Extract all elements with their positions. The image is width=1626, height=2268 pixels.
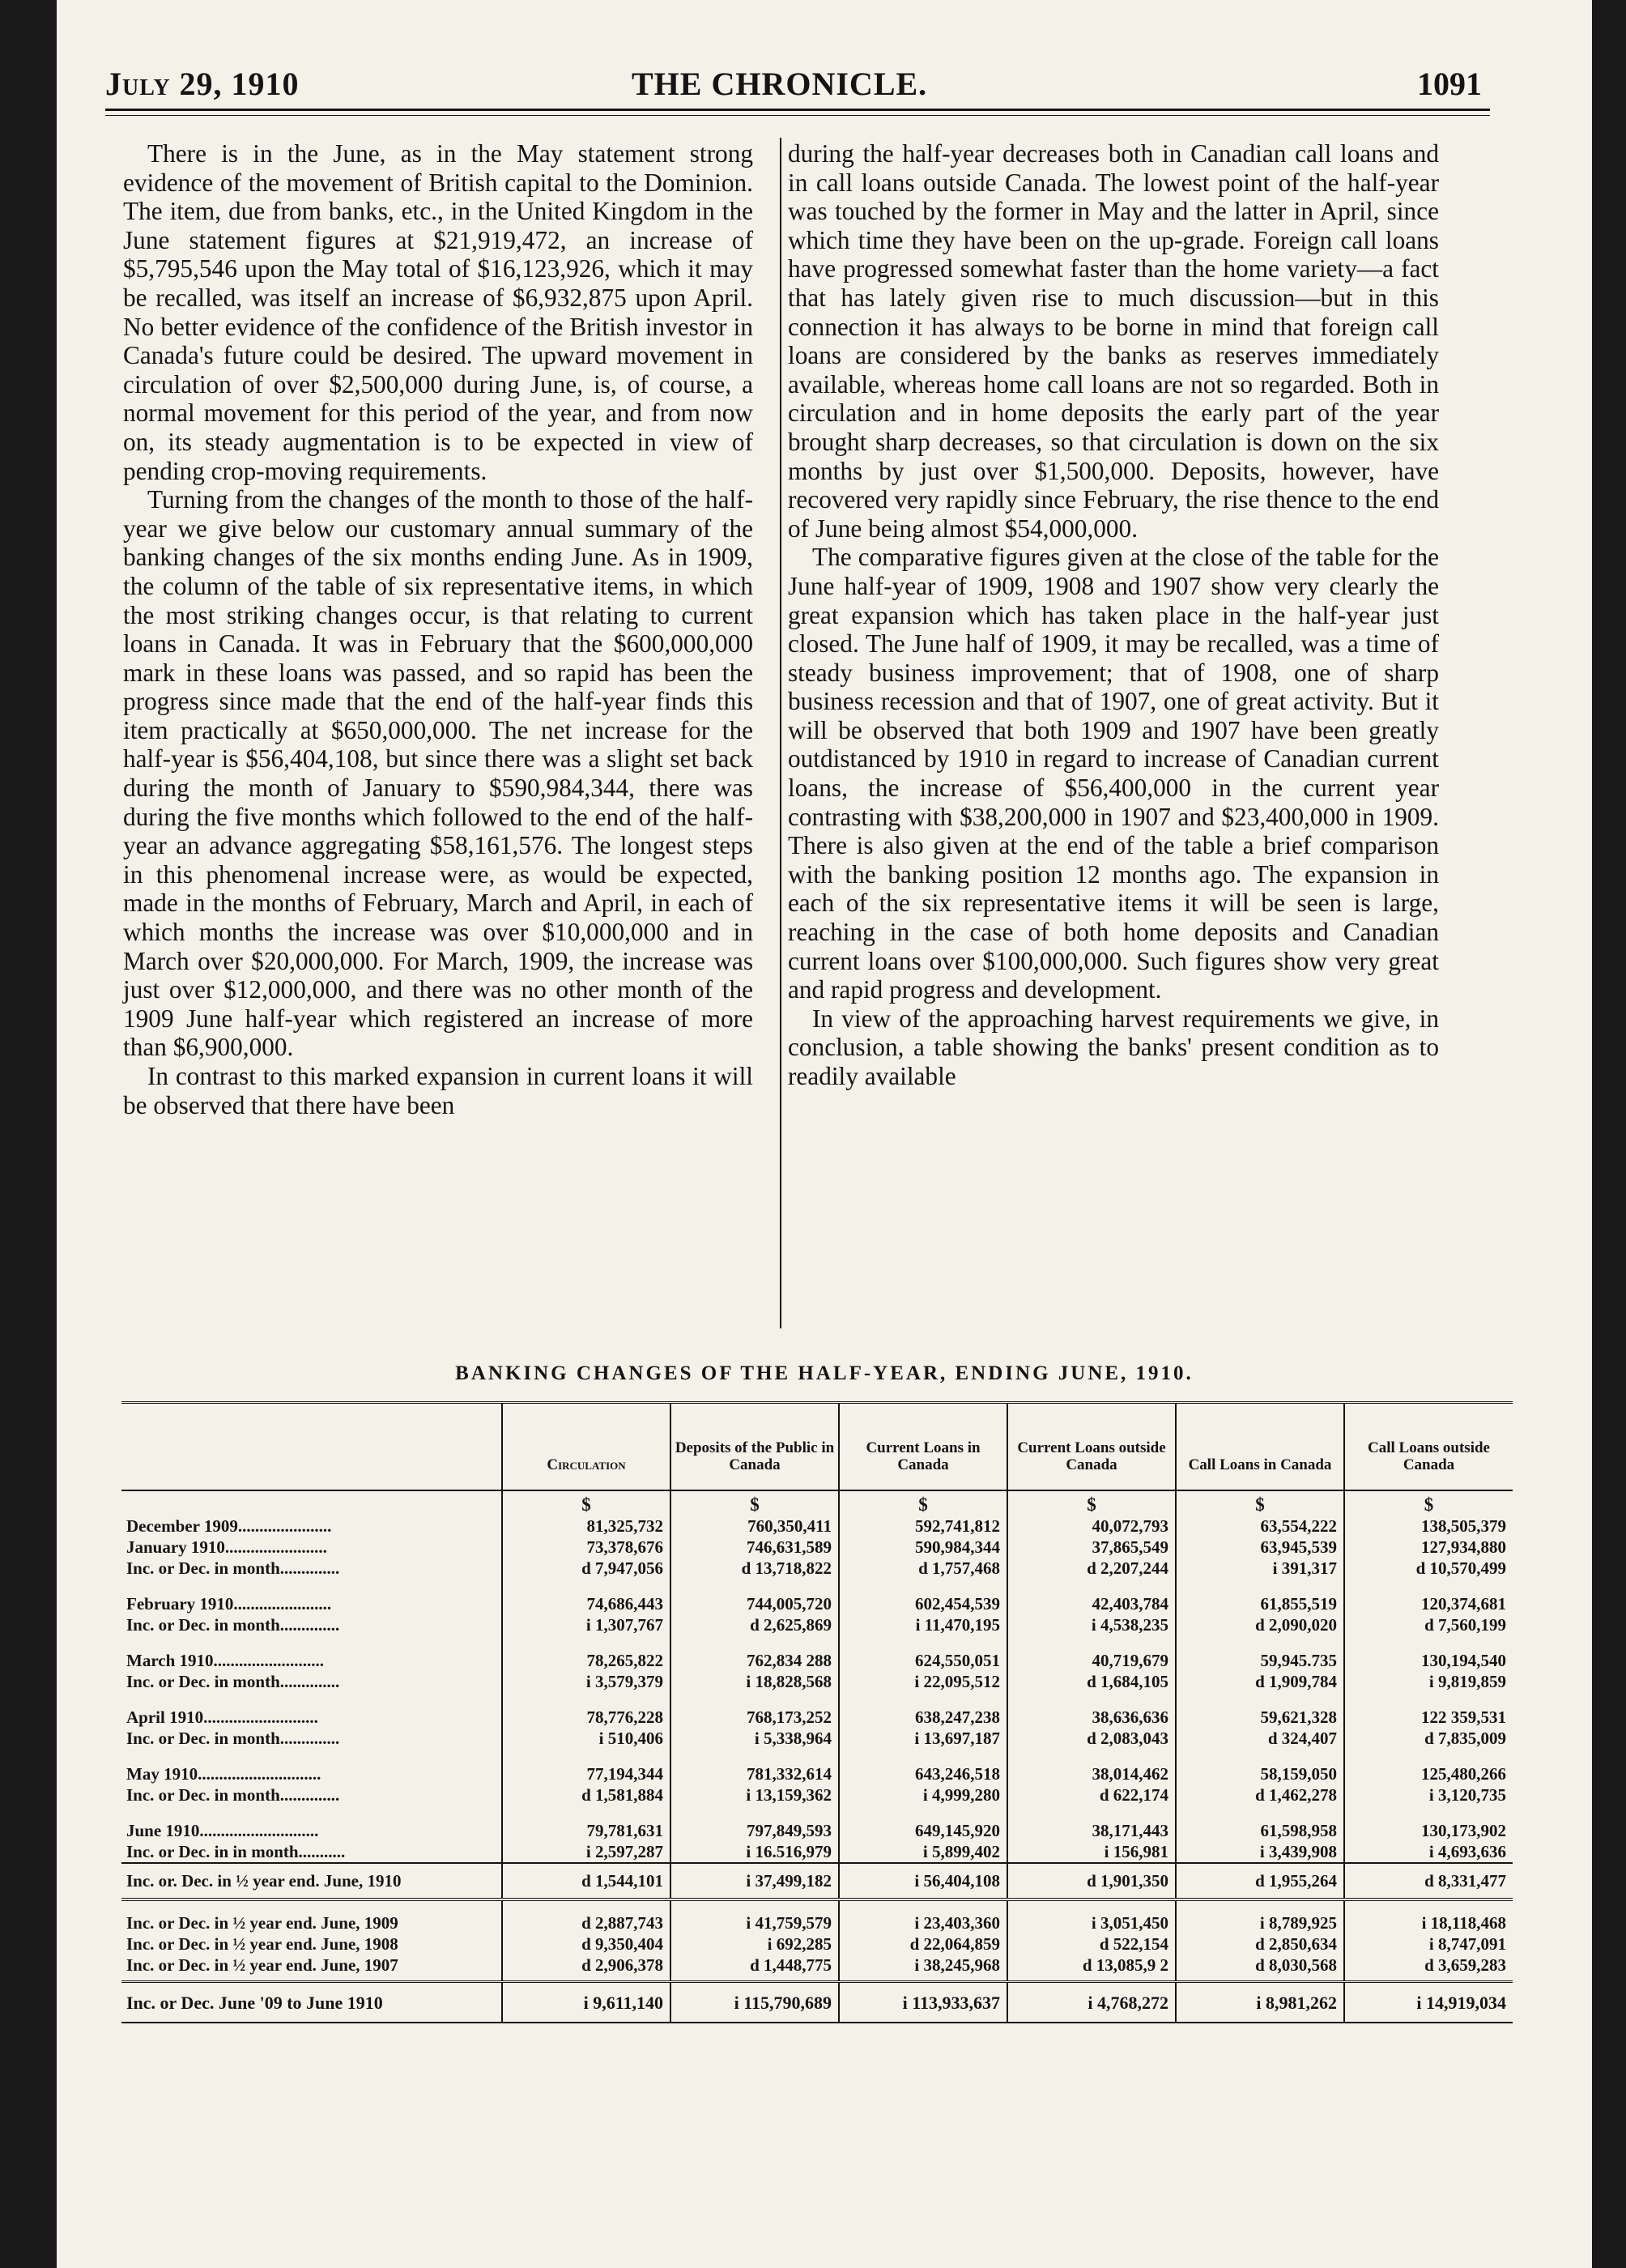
column-header: Current Loans in Canada bbox=[839, 1403, 1007, 1491]
table-cell: 127,934,880 bbox=[1344, 1537, 1513, 1558]
paragraph: In view of the approaching harvest requirements we give, in conclusion, a table showing the banks' present condition as to readily available bbox=[788, 1004, 1439, 1090]
table-cell: i 1,307,767 bbox=[502, 1614, 670, 1635]
table-row bbox=[121, 1763, 1513, 1784]
table-cell: 744,005,720 bbox=[670, 1593, 839, 1614]
table-cell: i 4,999,280 bbox=[839, 1784, 1007, 1805]
table-cell: 74,686,443 bbox=[502, 1593, 670, 1614]
table-cell: i 5,899,402 bbox=[839, 1841, 1007, 1863]
comparison-row bbox=[121, 1933, 1513, 1955]
row-label: Inc. or Dec. in month.............. bbox=[126, 1615, 340, 1635]
table-cell: i 4,693,636 bbox=[1344, 1841, 1513, 1863]
year-over-year-row bbox=[121, 1982, 1513, 2023]
table-cell: d 13,085,9 2 bbox=[1007, 1955, 1176, 1982]
table-cell: i 3,051,450 bbox=[1007, 1899, 1176, 1933]
table-cell: 42,403,784 bbox=[1007, 1593, 1176, 1614]
row-label: Inc. or Dec. June '09 to June 1910 bbox=[121, 1982, 502, 2023]
table-cell: d 8,331,477 bbox=[1344, 1863, 1513, 1899]
table-cell: 81,325,732 bbox=[502, 1516, 670, 1537]
row-label: Inc. or Dec. in month.............. bbox=[126, 1785, 340, 1805]
row-label: May 1910............................. bbox=[126, 1764, 321, 1784]
table-cell: i 510,406 bbox=[502, 1728, 670, 1749]
table-cell: d 1,909,784 bbox=[1176, 1671, 1344, 1692]
table-cell: 40,719,679 bbox=[1007, 1650, 1176, 1671]
table-cell: i 8,747,091 bbox=[1344, 1933, 1513, 1955]
table-cell: i 4,768,272 bbox=[1007, 1982, 1176, 2023]
table-row bbox=[121, 1537, 1513, 1558]
table-cell: i 23,403,360 bbox=[839, 1899, 1007, 1933]
table-cell: i 391,317 bbox=[1176, 1558, 1344, 1579]
table-cell: 59,945.735 bbox=[1176, 1650, 1344, 1671]
table-cell: i 37,499,182 bbox=[670, 1863, 839, 1899]
table-cell: 130,173,902 bbox=[1344, 1820, 1513, 1841]
row-label: February 1910....................... bbox=[126, 1594, 332, 1614]
table-row bbox=[121, 1728, 1513, 1749]
table-cell: i 2,597,287 bbox=[502, 1841, 670, 1863]
article-left-column bbox=[123, 139, 753, 1119]
table-cell: 138,505,379 bbox=[1344, 1516, 1513, 1537]
dollar-sign: $ bbox=[502, 1490, 670, 1516]
table-cell: d 1,901,350 bbox=[1007, 1863, 1176, 1899]
table-cell: 624,550,051 bbox=[839, 1650, 1007, 1671]
table-cell: 768,173,252 bbox=[670, 1707, 839, 1728]
table-cell: d 2,207,244 bbox=[1007, 1558, 1176, 1579]
table-cell: 592,741,812 bbox=[839, 1516, 1007, 1537]
table-cell: 638,247,238 bbox=[839, 1707, 1007, 1728]
table-cell: i 13,159,362 bbox=[670, 1784, 839, 1805]
table-cell: i 115,790,689 bbox=[670, 1982, 839, 2023]
paragraph: The comparative figures given at the close of the table for the June half-year of 1909, 1908 and 1907 show very clearly the great expansion which has taken place in the half-year just closed. The June half of 1909, it may be recalled, was a time of steady business improvement; that of 1908, one of sharp business recession and that of 1907, one of great activity. But it will be observed that both 1909 and 1907 have been greatly outdistanced by 1910 in regard to increase of Canadian current loans, the increase of $56,400,000 in the current year contrasting with $38,200,000 in 1907 and $23,400,000 in 1909. There is also given at the end of the table a brief comparison with the banking position 12 months ago. The expansion in each of the six representative items it will be seen is large, reaching in the case of both home deposits and Canadian current loans over $100,000,000. Such figures show very great and rapid progress and development. bbox=[788, 543, 1439, 1004]
table-cell: i 16.516,979 bbox=[670, 1841, 839, 1863]
table-cell: d 13,718,822 bbox=[670, 1558, 839, 1579]
table-cell: i 22,095,512 bbox=[839, 1671, 1007, 1692]
newspaper-page bbox=[57, 0, 1592, 2268]
table-cell: i 9,611,140 bbox=[502, 1982, 670, 2023]
header-rule bbox=[105, 109, 1490, 111]
table-cell: d 2,083,043 bbox=[1007, 1728, 1176, 1749]
row-gap bbox=[121, 1579, 1513, 1593]
table-cell: i 5,338,964 bbox=[670, 1728, 839, 1749]
issue-date: July 29, 1910 bbox=[105, 66, 300, 102]
table-row bbox=[121, 1784, 1513, 1805]
table-cell: d 2,625,869 bbox=[670, 1614, 839, 1635]
table-cell: 38,171,443 bbox=[1007, 1820, 1176, 1841]
table-cell: d 7,560,199 bbox=[1344, 1614, 1513, 1635]
table-cell: i 692,285 bbox=[670, 1933, 839, 1955]
page-header bbox=[105, 65, 1482, 113]
table-cell: 760,350,411 bbox=[670, 1516, 839, 1537]
table-cell: i 9,819,859 bbox=[1344, 1671, 1513, 1692]
dollar-sign: $ bbox=[839, 1490, 1007, 1516]
row-label: Inc. or Dec. in ½ year end. June, 1909 bbox=[121, 1899, 502, 1933]
table-cell: i 56,404,108 bbox=[839, 1863, 1007, 1899]
column-divider bbox=[780, 138, 781, 1328]
table-cell: 38,014,462 bbox=[1007, 1763, 1176, 1784]
table-cell: 781,332,614 bbox=[670, 1763, 839, 1784]
table-cell: d 1,462,278 bbox=[1176, 1784, 1344, 1805]
table-cell: d 1,684,105 bbox=[1007, 1671, 1176, 1692]
header-label-cell bbox=[121, 1403, 502, 1491]
table-cell: 602,454,539 bbox=[839, 1593, 1007, 1614]
row-label: June 1910............................ bbox=[126, 1821, 319, 1840]
table-cell: i 8,789,925 bbox=[1176, 1899, 1344, 1933]
row-label: Inc. or Dec. in ½ year end. June, 1907 bbox=[126, 1955, 398, 1975]
table-row bbox=[121, 1558, 1513, 1579]
dollar-sign: $ bbox=[1176, 1490, 1344, 1516]
table-cell: 746,631,589 bbox=[670, 1537, 839, 1558]
row-gap bbox=[121, 1692, 1513, 1707]
comparison-row bbox=[121, 1955, 1513, 1982]
table-cell: d 2,906,378 bbox=[502, 1955, 670, 1982]
table-row bbox=[121, 1593, 1513, 1614]
table-row bbox=[121, 1671, 1513, 1692]
table-cell: 125,480,266 bbox=[1344, 1763, 1513, 1784]
table-row bbox=[121, 1516, 1513, 1537]
table-cell: 40,072,793 bbox=[1007, 1516, 1176, 1537]
table-row bbox=[121, 1841, 1513, 1863]
column-header: Current Loans outside Canada bbox=[1007, 1403, 1176, 1491]
table-row bbox=[121, 1820, 1513, 1841]
table-cell: 120,374,681 bbox=[1344, 1593, 1513, 1614]
row-label: Inc. or Dec. in month.............. bbox=[126, 1729, 340, 1748]
row-label: Inc. or Dec. in in month........... bbox=[126, 1842, 346, 1861]
table-cell: i 3,120,735 bbox=[1344, 1784, 1513, 1805]
table-cell: d 2,850,634 bbox=[1176, 1933, 1344, 1955]
table-cell: d 7,947,056 bbox=[502, 1558, 670, 1579]
dollar-sign-row bbox=[121, 1490, 1513, 1516]
table-cell: 38,636,636 bbox=[1007, 1707, 1176, 1728]
table-cell: 37,865,549 bbox=[1007, 1537, 1176, 1558]
paragraph: In contrast to this marked expansion in current loans it will be observed that there have been bbox=[123, 1062, 753, 1119]
table-cell: 59,621,328 bbox=[1176, 1707, 1344, 1728]
table-cell: 63,554,222 bbox=[1176, 1516, 1344, 1537]
table-row bbox=[121, 1614, 1513, 1635]
table-row bbox=[121, 1707, 1513, 1728]
table-cell: i 156,981 bbox=[1007, 1841, 1176, 1863]
table-cell: 61,855,519 bbox=[1176, 1593, 1344, 1614]
table-cell: 77,194,344 bbox=[502, 1763, 670, 1784]
table-cell: d 1,544,101 bbox=[502, 1863, 670, 1899]
row-label: Inc. or Dec. in month.............. bbox=[126, 1558, 340, 1578]
row-gap bbox=[121, 1749, 1513, 1763]
table-header-row bbox=[121, 1403, 1513, 1491]
paragraph: Turning from the changes of the month to those of the half-year we give below our customary annual summary of the banking changes of the six months ending June. As in 1909, the column of the table of six representative items, in which the most striking changes occur, is that relating to current loans in Canada. It was in February that the $600,000,000 mark in these loans was passed, and so rapid has been the progress since made that the end of the half-year finds this item practically at $650,000,000. The net increase for the half-year is $56,404,108, but since there was a slight set back during the month of January to $590,984,344, there was during the five months which followed to the end of the half-year an advance aggregating $58,161,576. The longest steps in this phenomenal increase were, as would be expected, made in the months of February, March and April, in each of which months the increase was over $10,000,000 and in March over $20,000,000. For March, 1909, the increase was just over $12,000,000, and there was no other month of the 1909 June half-year which registered an increase of more than $6,900,000. bbox=[123, 485, 753, 1062]
page-number: 1091 bbox=[1417, 66, 1482, 102]
article-right-column bbox=[788, 139, 1439, 1091]
dollar-sign: $ bbox=[670, 1490, 839, 1516]
row-label: March 1910.......................... bbox=[126, 1651, 325, 1670]
table-cell: d 8,030,568 bbox=[1176, 1955, 1344, 1982]
table-cell: 643,246,518 bbox=[839, 1763, 1007, 1784]
table-title: BANKING CHANGES OF THE HALF-YEAR, ENDING JUNE, 1910. bbox=[455, 1362, 1194, 1384]
table-row bbox=[121, 1650, 1513, 1671]
table-cell: 762,834 288 bbox=[670, 1650, 839, 1671]
table-cell: i 18,118,468 bbox=[1344, 1899, 1513, 1933]
table-cell: i 41,759,579 bbox=[670, 1899, 839, 1933]
half-year-total-row bbox=[121, 1863, 1513, 1899]
table-cell: i 3,439,908 bbox=[1176, 1841, 1344, 1863]
table-cell: d 2,887,743 bbox=[502, 1899, 670, 1933]
table-cell: i 14,919,034 bbox=[1344, 1982, 1513, 2023]
table-cell: 590,984,344 bbox=[839, 1537, 1007, 1558]
banking-changes-table bbox=[121, 1401, 1513, 2023]
table-cell: 58,159,050 bbox=[1176, 1763, 1344, 1784]
publication-title: THE CHRONICLE. bbox=[632, 66, 928, 102]
table-cell: 78,265,822 bbox=[502, 1650, 670, 1671]
table-cell: 122 359,531 bbox=[1344, 1707, 1513, 1728]
table-cell: d 324,407 bbox=[1176, 1728, 1344, 1749]
table-cell: d 1,581,884 bbox=[502, 1784, 670, 1805]
table-cell: 61,598,958 bbox=[1176, 1820, 1344, 1841]
table-cell: d 1,757,468 bbox=[839, 1558, 1007, 1579]
table-cell: i 11,470,195 bbox=[839, 1614, 1007, 1635]
table-cell: i 13,697,187 bbox=[839, 1728, 1007, 1749]
table-cell: d 2,090,020 bbox=[1176, 1614, 1344, 1635]
table-cell: d 1,448,775 bbox=[670, 1955, 839, 1982]
column-header: Circulation bbox=[502, 1403, 670, 1491]
comparison-row bbox=[121, 1899, 1513, 1933]
table-cell: i 4,538,235 bbox=[1007, 1614, 1176, 1635]
row-label: April 1910........................... bbox=[126, 1707, 318, 1727]
table-cell: 78,776,228 bbox=[502, 1707, 670, 1728]
table-cell: 79,781,631 bbox=[502, 1820, 670, 1841]
table-cell: d 10,570,499 bbox=[1344, 1558, 1513, 1579]
table-cell: d 1,955,264 bbox=[1176, 1863, 1344, 1899]
row-label: Inc. or Dec. in month.............. bbox=[126, 1672, 340, 1691]
table-cell: i 113,933,637 bbox=[839, 1982, 1007, 2023]
column-header: Deposits of the Public in Canada bbox=[670, 1403, 839, 1491]
table-cell: 73,378,676 bbox=[502, 1537, 670, 1558]
dollar-sign: $ bbox=[1007, 1490, 1176, 1516]
table-cell: d 22,064,859 bbox=[839, 1933, 1007, 1955]
row-gap bbox=[121, 1635, 1513, 1650]
table-cell: 649,145,920 bbox=[839, 1820, 1007, 1841]
table-cell: i 8,981,262 bbox=[1176, 1982, 1344, 2023]
paragraph: during the half-year decreases both in Canadian call loans and in call loans outside Canada. The lowest point of the half-year was touched by the former in May and the latter in April, since which time they have been on the up-grade. Foreign call loans have progressed somewhat faster than the home variety—a fact that has lately given rise to much discussion—but in this connection it has always to be borne in mind that foreign call loans are considered by the banks as reserves immediately available, whereas home call loans are not so regarded. Both in circulation and in home deposits the early part of the year brought sharp decreases, so that circulation is down on the six months by just over $1,500,000. Deposits, however, have recovered very rapidly since February, the rise thence to the end of June being almost $54,000,000. bbox=[788, 139, 1439, 543]
row-label: Inc. or Dec. in ½ year end. June, 1908 bbox=[126, 1934, 398, 1954]
table-cell: d 3,659,283 bbox=[1344, 1955, 1513, 1982]
row-gap bbox=[121, 1805, 1513, 1820]
table-cell: 130,194,540 bbox=[1344, 1650, 1513, 1671]
table-cell: 797,849,593 bbox=[670, 1820, 839, 1841]
table-cell: 63,945,539 bbox=[1176, 1537, 1344, 1558]
column-header: Call Loans outside Canada bbox=[1344, 1403, 1513, 1491]
column-header: Call Loans in Canada bbox=[1176, 1403, 1344, 1491]
table-cell: d 9,350,404 bbox=[502, 1933, 670, 1955]
row-label: January 1910........................ bbox=[126, 1537, 327, 1557]
table-cell: d 7,835,009 bbox=[1344, 1728, 1513, 1749]
header-rule-thin bbox=[105, 115, 1490, 116]
dollar-sign: $ bbox=[1344, 1490, 1513, 1516]
paragraph: There is in the June, as in the May statement strong evidence of the movement of British capital to the Dominion. The item, due from banks, etc., in the United Kingdom in the June statement figures at $21,919,472, an increase of $5,795,546 upon the May total of $16,123,926, which it may be recalled, was itself an increase of $6,932,875 upon April. No better evidence of the confidence of the British investor in Canada's future could be desired. The upward movement in circulation of over $2,500,000 during June, is, of course, a normal movement for this period of the year, and from now on, its steady augmentation is to be expected in view of pending crop-moving requirements. bbox=[123, 139, 753, 485]
table-cell: i 38,245,968 bbox=[839, 1955, 1007, 1982]
table-cell: i 18,828,568 bbox=[670, 1671, 839, 1692]
row-label: December 1909...................... bbox=[126, 1516, 332, 1536]
table-cell: d 622,174 bbox=[1007, 1784, 1176, 1805]
row-label: Inc. or. Dec. in ½ year end. June, 1910 bbox=[121, 1863, 502, 1899]
table-cell: i 3,579,379 bbox=[502, 1671, 670, 1692]
table-cell: d 522,154 bbox=[1007, 1933, 1176, 1955]
